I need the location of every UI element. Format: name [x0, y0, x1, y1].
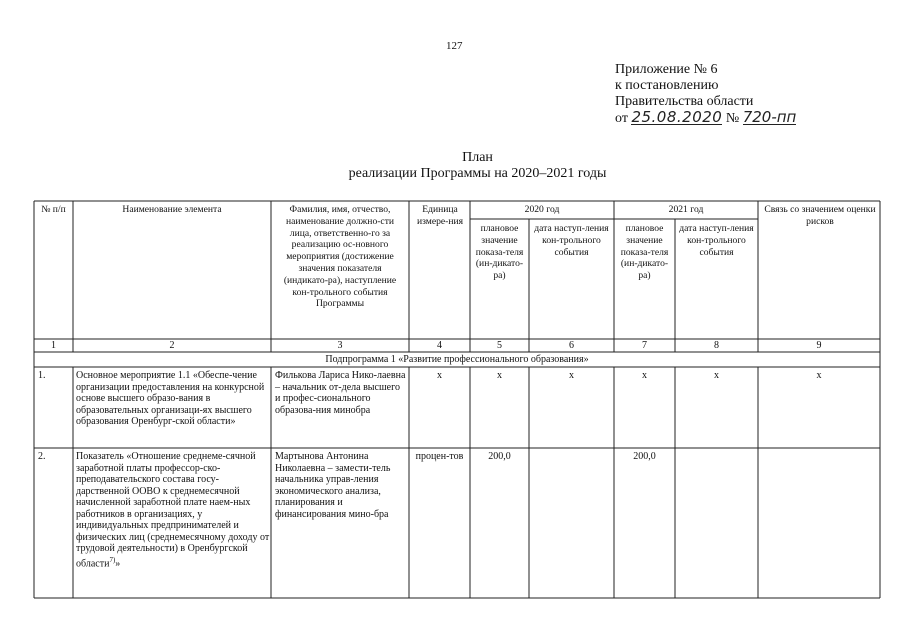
handwritten-number: 720-пп [742, 108, 797, 126]
col-number-6: 6 [569, 340, 574, 351]
row-1-num: 1. [38, 370, 46, 381]
header-2020-event-date: дата наступ-ления кон-трольного события [534, 223, 609, 258]
row-2-footnote: 7) [109, 555, 116, 564]
row-1-col6: х [569, 370, 574, 381]
header-responsible: Фамилия, имя, отчество, наименование должно-сти лица, ответственно-го за реализацию ос-новного мероприятия (достижение значения показателя (индикато-ра), наступление кон-трольного события Программы [283, 204, 397, 310]
col-number-7: 7 [642, 340, 647, 351]
row-2-responsible: Мартынова Антонина Николаевна – замести-тель начальника управ-ления экономического анализа, планирования и финансирования мино-бра [275, 451, 391, 520]
row-2-num: 2. [38, 451, 46, 462]
header-2021-planned: плановое значение показа-теля (ин-дикато-ра) [620, 223, 669, 282]
row-2-col7: 200,0 [633, 451, 656, 462]
header-year-2020: 2020 год [524, 204, 560, 215]
handwritten-date: 25.08.2020 [631, 108, 723, 126]
col-number-3: 3 [337, 340, 343, 351]
row-2-name [76, 451, 270, 569]
row-1-col8: х [714, 370, 719, 381]
plan-title: План [462, 150, 493, 165]
appendix-line3: Правительства области [615, 94, 754, 109]
header-2020-planned: плановое значение показа-теля (ин-дикато-ра) [475, 223, 524, 282]
header-risk: Связь со значением оценки рисков [764, 204, 876, 227]
header-name: Наименование элемента [122, 204, 222, 215]
row-1-name: Основное мероприятие 1.1 «Обеспе-чение организации предоставления на конкурсной основе высшего образо-вания в образовательных организаци-ях высшего образования Оренбург-ской области» [76, 370, 265, 427]
row-2-unit: процен-тов [415, 451, 464, 462]
col-number-5: 5 [497, 340, 502, 351]
row-1-col9: х [816, 370, 822, 381]
col-number-1: 1 [51, 340, 56, 351]
row-1-unit: х [437, 370, 442, 381]
plan-subtitle: реализации Программы на 2020–2021 годы [348, 166, 607, 181]
number-sign: № [725, 111, 740, 126]
row-2-name-end: » [115, 557, 121, 569]
appendix-line2: к постановлению [615, 78, 719, 93]
subprogram-title: Подпрограмма 1 «Развитие профессионального образования» [325, 354, 589, 365]
header-num: № п/п [41, 204, 66, 215]
appendix-from: от [615, 111, 628, 126]
row-2-col5: 200,0 [488, 451, 511, 462]
col-number-2: 2 [169, 340, 175, 351]
header-year-2021: 2021 год [668, 204, 704, 215]
col-number-8: 8 [714, 340, 719, 351]
row-1-col7: х [642, 370, 647, 381]
header-unit: Единица измере-ния [416, 204, 464, 227]
row-1-col5: х [497, 370, 502, 381]
header-2021-event-date: дата наступ-ления кон-трольного события [679, 223, 754, 258]
appendix-line1: Приложение № 6 [615, 62, 718, 77]
col-number-4: 4 [437, 340, 442, 351]
col-number-9: 9 [816, 340, 822, 351]
page-number: 127 [446, 40, 463, 52]
row-2-name-text: Показатель «Отношение среднеме-сячной заработной платы профессор-ско-преподавательского состава госу-дарственной ООВО к среднемесячной начисленной заработной плате наем-ных работников в организациях, у индивидуальных предпринимателей и физических лиц (среднемесячному доходу от трудовой деятельности) в Оренбургской области [76, 451, 270, 569]
row-1-responsible: Филькова Лариса Нико-лаевна – начальник от-дела высшего и профес-сионального образова-ния минобра [275, 370, 406, 416]
